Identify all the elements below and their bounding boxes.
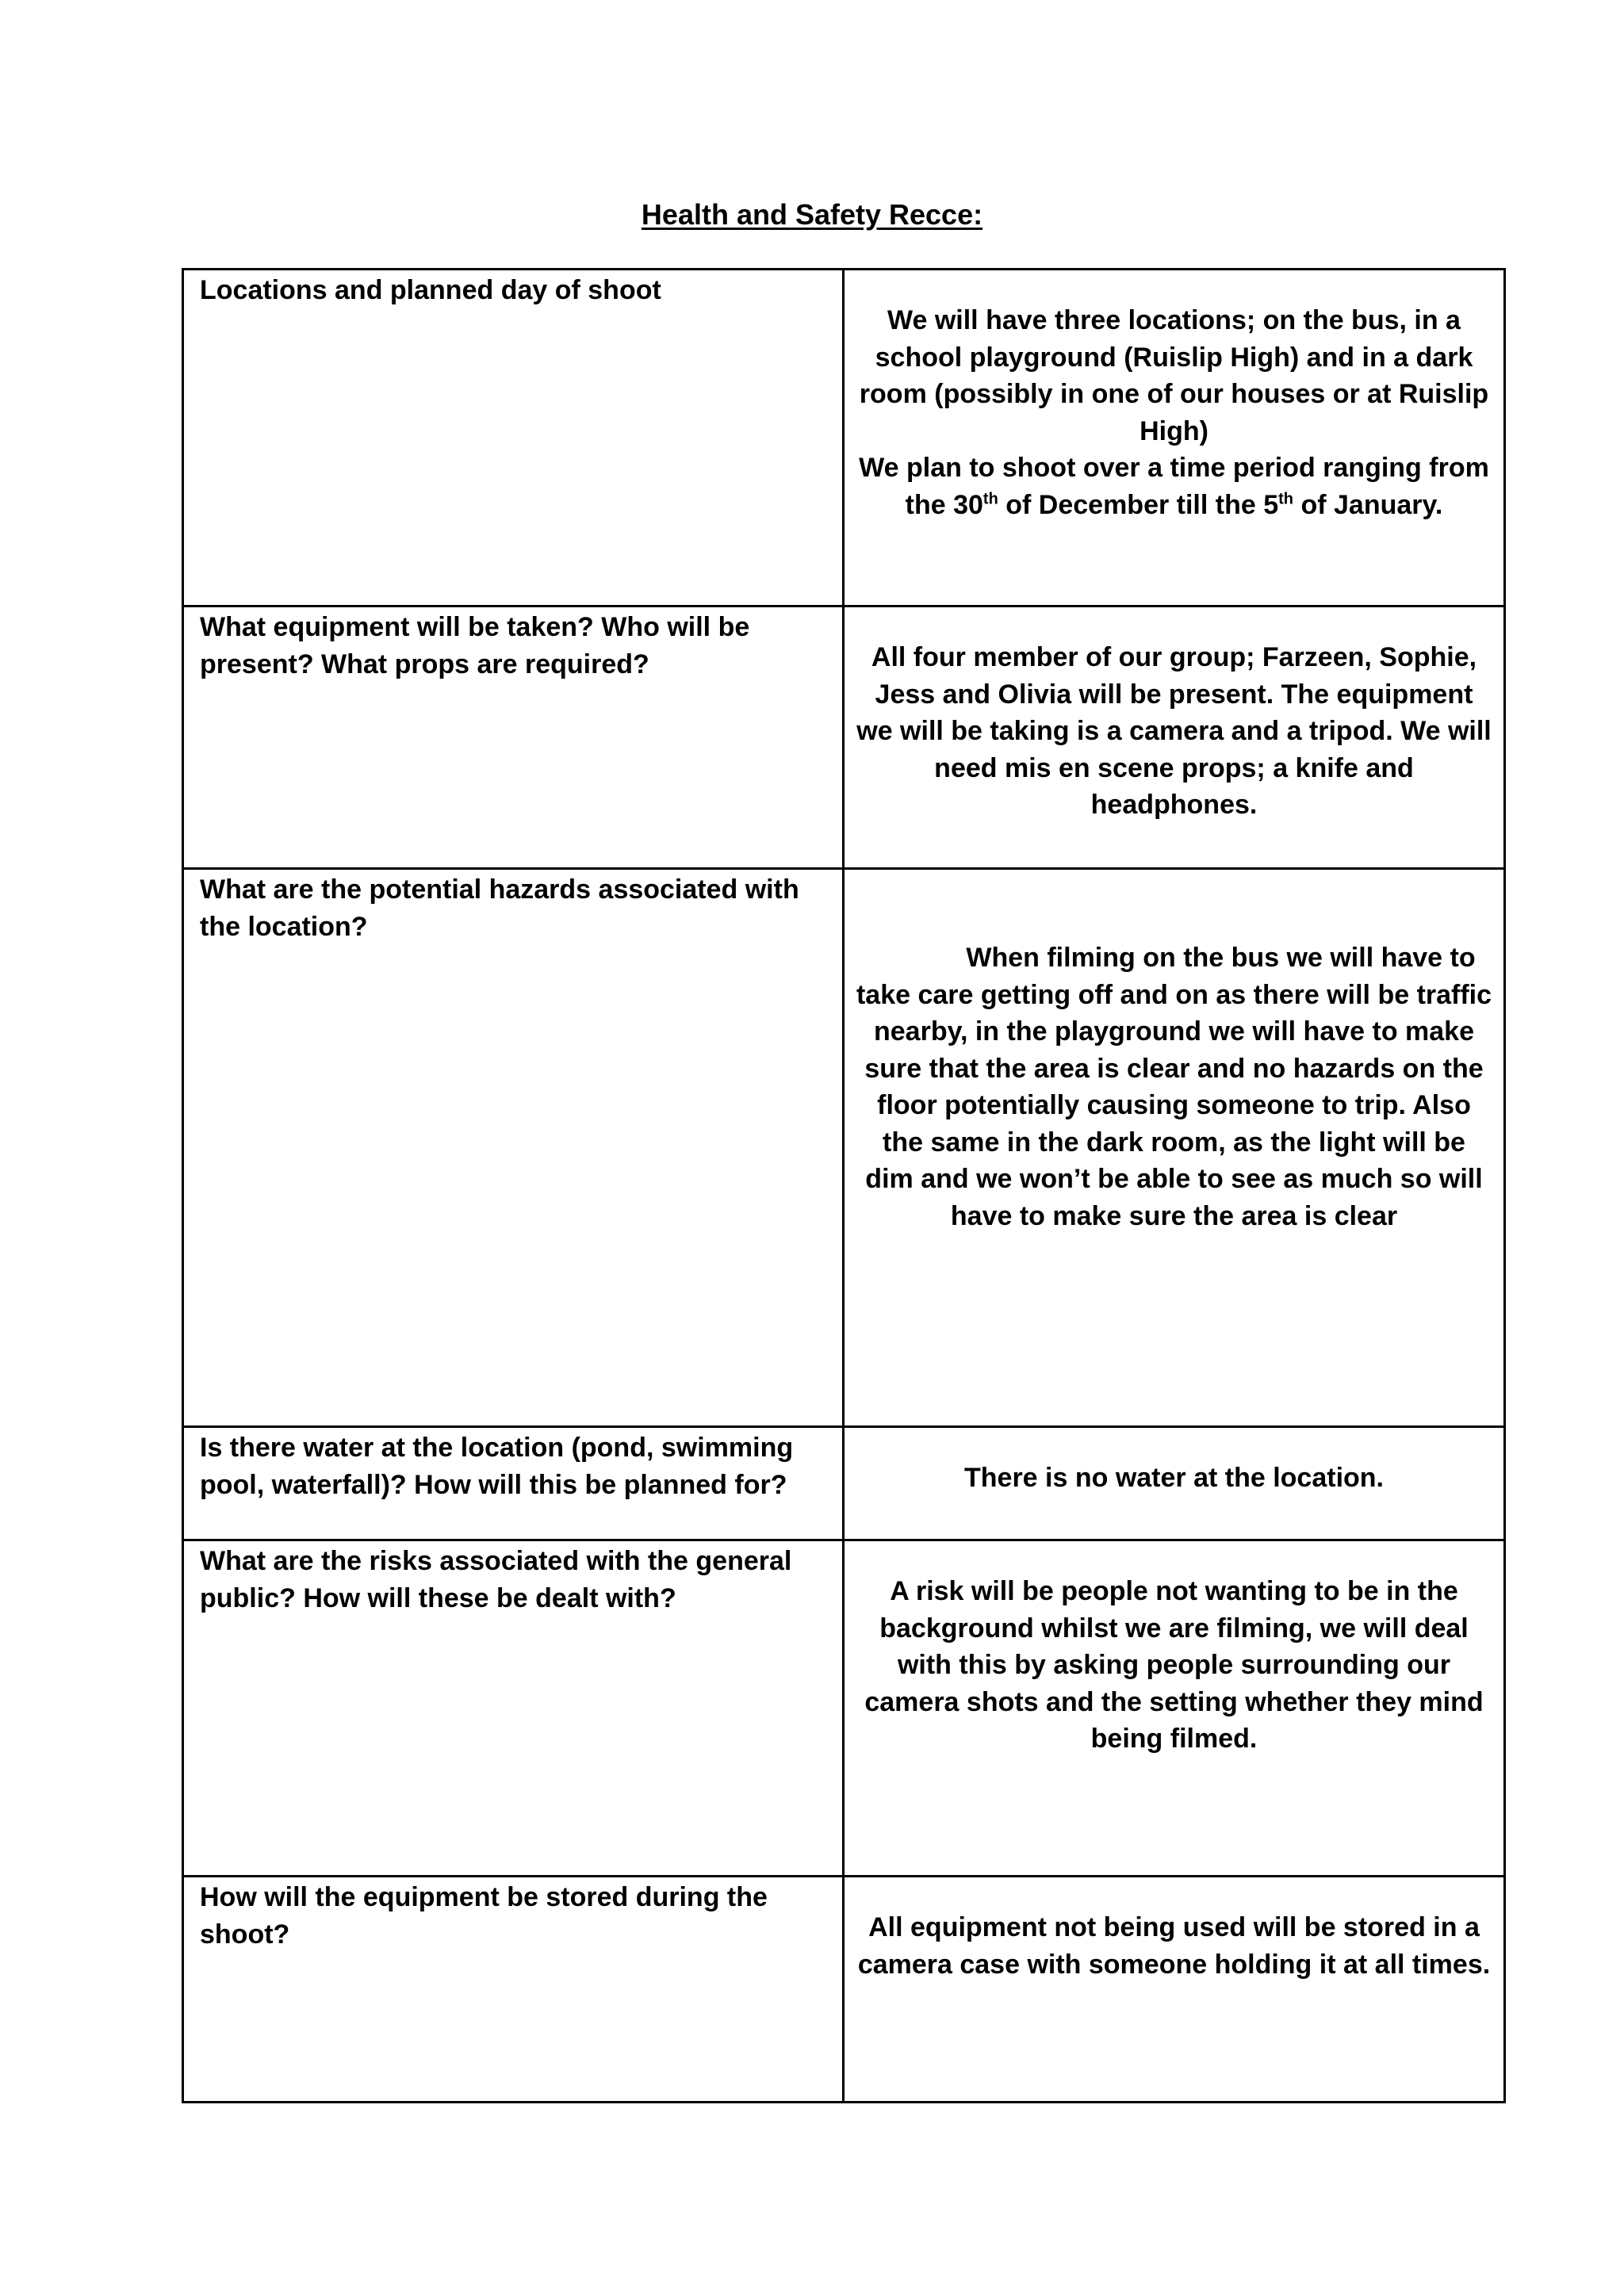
answer-cell	[844, 270, 1505, 607]
question-text: What are the risks associated with the general public? How will these be dealt with?	[200, 1546, 792, 1613]
answer-cell	[844, 1540, 1505, 1877]
answer-text: There is no water at the location.	[964, 1463, 1384, 1493]
answer-cell	[844, 1427, 1505, 1540]
answer-cell	[844, 869, 1505, 1427]
question-cell	[183, 1427, 844, 1540]
question-cell	[183, 1540, 844, 1877]
ordinal-suffix: th	[982, 490, 998, 508]
table-row	[183, 1427, 1505, 1540]
answer-text: When filming on the bus we will have to take care getting off and on as there will be traffic nearby, in the playground we will have to make sure that the area is clear and no hazards on the floor potentially causing someone to trip. Also the same in the dark room, as the light will be dim and we won’t be able to see as much so will have to make sure the area is clear	[856, 943, 1492, 1231]
document-title: Health and Safety Recce:	[641, 198, 983, 231]
ordinal-suffix: th	[1278, 490, 1294, 508]
question-text: What are the potential hazards associated with the location?	[200, 874, 799, 942]
question-text: What equipment will be taken? Who will be present? What props are required?	[200, 612, 750, 679]
answer-text: All equipment not being used will be stored in a camera case with someone holding it at all times.	[857, 1912, 1491, 1980]
question-text: How will the equipment be stored during the shoot?	[200, 1882, 768, 1950]
answer-dates-middle: of December till the 5	[998, 489, 1279, 520]
answer-dates-end: of January.	[1293, 489, 1443, 520]
table-row	[183, 270, 1505, 607]
table-row	[183, 869, 1505, 1427]
question-cell	[183, 607, 844, 869]
question-text: Locations and planned day of shoot	[200, 275, 661, 305]
table-row	[183, 1877, 1505, 2103]
question-text: Is there water at the location (pond, swimming pool, waterfall)? How will this be planned for?	[200, 1433, 794, 1500]
recce-table	[182, 268, 1506, 2103]
answer-text: A risk will be people not wanting to be in the background whilst we are filming, we will deal with this by asking people surrounding our camera shots and the setting whether they mind being filmed.	[864, 1576, 1484, 1754]
answer-cell	[844, 607, 1505, 869]
answer-dates-start: We plan to shoot over a time period ranging from the 30	[859, 453, 1489, 520]
question-cell	[183, 869, 844, 1427]
answer-locations: We will have three locations; on the bus, in a school playground (Ruislip High) and in a dark room (possibly in one of our houses or at Ruislip High)	[859, 305, 1489, 446]
question-cell	[183, 1877, 844, 2103]
answer-cell	[844, 1877, 1505, 2103]
question-cell	[183, 270, 844, 607]
answer-text: All four member of our group; Farzeen, Sophie, Jess and Olivia will be present. The equipment we will be taking is a camera and a tripod. We will need mis en scene props; a knife and headphones.	[856, 642, 1492, 820]
table-row	[183, 607, 1505, 869]
table-row	[183, 1540, 1505, 1877]
answer-text	[856, 270, 1492, 523]
